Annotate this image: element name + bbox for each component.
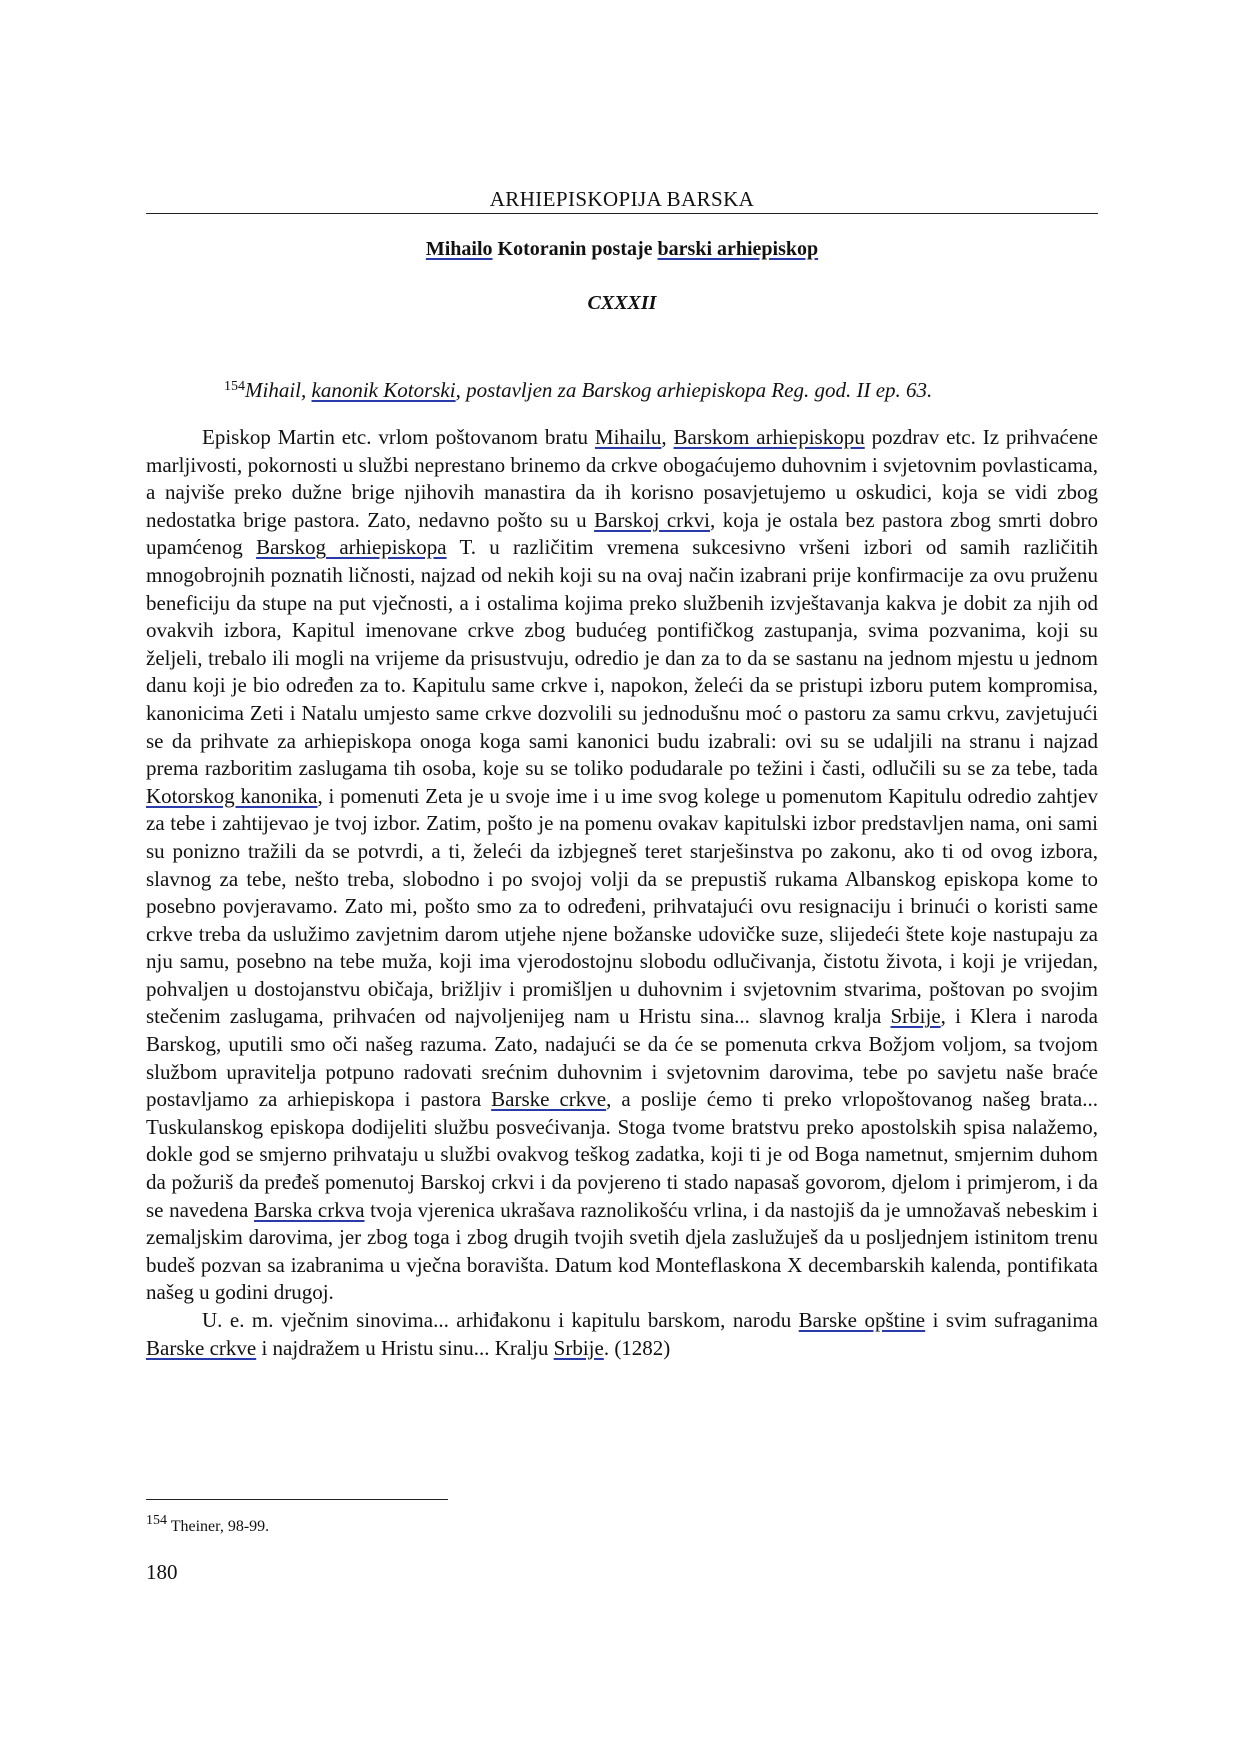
link-barske-crkve[interactable]: Barske crkve [146,1335,257,1360]
link-barske-crkve[interactable]: Barske crkve [491,1087,607,1112]
text-run: i svim sufraganima [925,1308,1098,1332]
footnote-ref[interactable]: 154 [224,379,245,394]
footnote-rule [146,1499,448,1500]
text-run: , koja je ostala bez pastora zbog smrti dobro upamćenog [146,507,1098,560]
regest-text: , postavljen za Barskog arhiepiskopa Reg. god. II ep. 63. [455,378,933,402]
text-run: pozdrav etc. Iz prihvaćene marljivosti, pokornosti u službi neprestano brinemo da crkve obogaćujemo duhovnim i svjetovnim povlasticama, a najviše preko dužne brige njihovih manastira da ih korisno posavjetujemo u oskudici, koja se vidi zbog nedostatka brige pastora. Zato, nedavno pošto su u [146,425,1098,532]
text-run: . (1282) [603,1335,671,1360]
regest-link-kanonik-kotorski[interactable]: kanonik Kotorski [311,378,456,402]
text-run: T. u različitim vremena sukcesivno vršeni izbori od samih različitih mnogobrojnih poznatih ličnosti, najzad od nekih koji su na ovaj način izabrani prije konfirmacije za ovu pruženu beneficiju da stupe na put vječnosti, a i ostalima kojima preko službenih izvještavanja kakva je dobit za njih od ovakvih izbora, Kapitul imenovane crkve zbog budućeg pontifičkog zastupanja, svima pozvanima, koji su željeli, trebalo ili mogli na vrijeme da prisustvuju, odredio je dan za to da se sastanu na jednom mjestu u jednom danu koji je bio određen za to. Kapitulu same crkve i, napokon, želeći da se pristupi izboru putem kompromisa, kanonicima Zeti i Natalu umjesto same crkve dozvolili su jednodušnu moć o pastoru za samu crkvu, zavjetujući se da prihvate za arhiepiskopa onoga koga sami kanonici budu izabrali: ovi su se udaljili na stranu i najzad prema razboritim zaslugama tih osoba, koje su se toliko podudarale po težini i časti, odlučili su se za tebe, tada [146,535,1099,781]
title-text: Kotoranin postaje [492,238,658,260]
footnote [146,1513,269,1536]
paragraph-2 [146,1307,1098,1362]
text-run: i najdražem u Hristu sinu... Kralju [256,1335,554,1360]
text-run: tvoja vjerenica ukrašava raznolikošću vrlina, i da nastojiš da je umnožavaš nebeskim i zemaljskim darovima, jer zbog toga i zbog drugih tvojih svetih djela zaslužuješ da u posljednjem istinitom trenu budeš pozvan sa izabranima u vječna boravišta. Datum kod Monteflaskona X decembarskih kalenda, pontifikata našeg u godini drugoj. [146,1197,1099,1305]
header-rule [146,213,1098,214]
link-barska-crkva[interactable]: Barska crkva [253,1197,365,1222]
footnote-number: 154 [146,1513,167,1528]
text-run: Episkop Martin etc. vrlom poštovanom bratu [202,425,595,449]
link-barskom-arhiepiskopu[interactable]: Barskom arhiepiskopu [673,425,865,449]
title-link-barski-arhiepiskop[interactable]: barski arhiepiskop [657,238,819,260]
link-kotorskog-kanonika[interactable]: Kotorskog kanonika [146,783,318,808]
page-number: 180 [146,1560,178,1584]
link-barskoj-crkvi[interactable]: Barskoj crkvi [594,507,711,532]
regest [146,373,1098,404]
text-run: , a poslije ćemo ti preko vrlopoštovanog našeg brata... Tuskulanskog episkopa dodijeliti službu posvećivanja. Stoga tvome bratstvu preko apostolskih spisa nalažemo, dokle god se smjerno prihvataju u službi ovakvog teškog zadatka, koji ti je od Boga nametnut, smjernim duhom da požuriš da pređeš pomenutoj Barskoj crkvi i da povjereno ti stado napasaš govorom, djelom i primjerom, i da se navedena [146,1087,1098,1222]
document-title [146,238,1098,261]
body-text [146,424,1098,1362]
footnote-text: Theiner, 98-99. [167,1518,270,1535]
link-srbije[interactable]: Srbije [890,1004,941,1029]
link-mihailu[interactable]: Mihailu [594,425,662,449]
link-srbije[interactable]: Srbije [553,1335,604,1360]
text-run: , i pomenuti Zeta je u svoje ime i u ime svog kolege u pomenutom Kapitulu odredio zahtjev za tebe i zahtijevao je tvoj izbor. Zatim, pošto je na pomenu ovakav kapitulski izbor predstavljen nama, oni sami su ponizno tražili da se potvrdi, a ti, želeći da izbjegneš teret starješinstva po zakonu, ako ti od ovog izbora, slavnog za tebe, nešto treba, slobodno i po svojoj volji da se prepustiš rukama Albanskog episkopa kome to posebno povjeravamo. Zato mi, pošto smo za to određeni, prihvatajući ovu resignaciju i brinući o koristi same crkve treba da uslužimo zavjetnim darom utjehe njene božanske udovičke suze, slijedeći štete koje nastupaju za nju samu, posebno na tebe muža, koji ima vjerodostojnu slobodu odlučivanja, čistotu života, i koji je vrijedan, pohvaljen u dostojanstvu običaja, brižljiv i promišljen u duhovnim i svjetovnim stvarima, poštovan po svojim stečenim zaslugama, prihvaćen od najvoljenijeg nam u Hristu sina... slavnog kralja [146,783,1098,1029]
regest-text: Mihail, [245,378,312,402]
link-barske-opstine[interactable]: Barske opštine [798,1308,926,1332]
text-run: U. e. m. vječnim sinovima... arhiđakonu i kapitulu barskom, narodu [202,1308,799,1332]
link-barskog-arhiepiskopa[interactable]: Barskog arhiepiskopa [256,535,447,560]
running-head: ARHIEPISKOPIJA BARSKA [489,187,755,211]
text-run: , [661,425,674,449]
paragraph-1 [146,424,1098,1307]
text-run: , i Klera i naroda Barskog, uputili smo oči našeg razuma. Zato, nadajući se da će se pomenuta crkva Božjom voljom, sa tvojom službom upravitelja potpuno radovati srećnim duhovnim i svjetovnim darovima, tebe po savjetu naše braće postavljamo za arhiepiskopa i pastora [146,1004,1098,1112]
document-number: CXXXII [587,292,657,314]
title-link-mihailo[interactable]: Mihailo [425,238,493,260]
